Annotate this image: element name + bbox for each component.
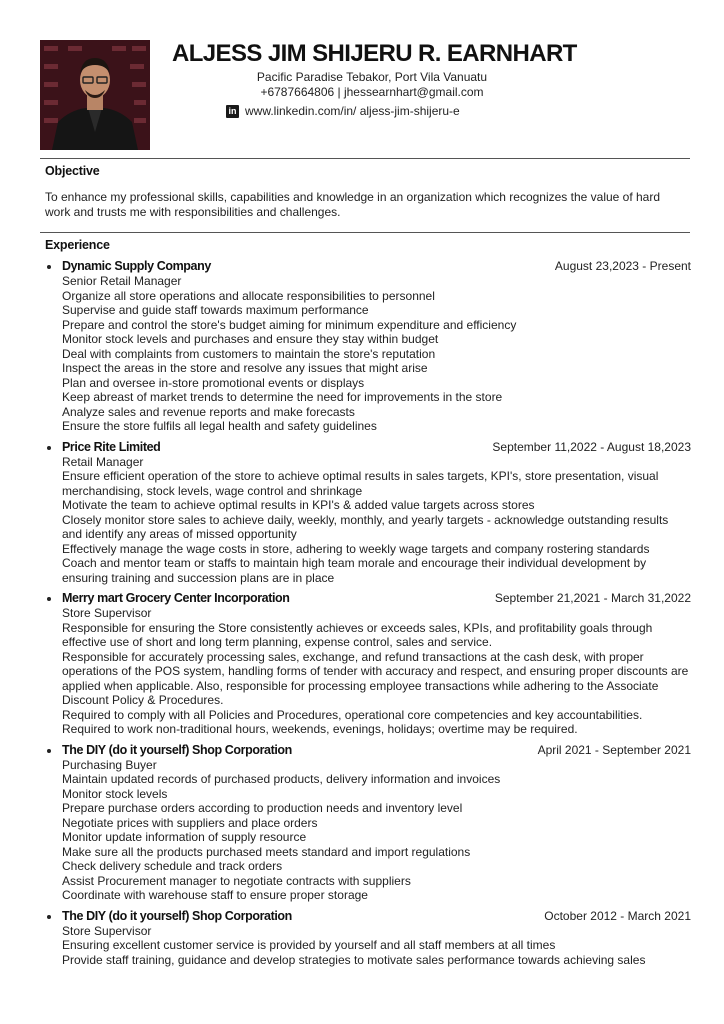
duty-item: Make sure all the products purchased meets standard and import regulations	[62, 844, 471, 859]
bullet-icon	[47, 749, 51, 753]
address: Pacific Paradise Tebakor, Port Vila Vanuatu	[256, 70, 488, 84]
job-dates: September 11,2022 - August 18,2023	[492, 439, 691, 454]
job-role: Store Supervisor	[62, 606, 152, 620]
company-name: Merry mart Grocery Center Incorporation	[62, 591, 290, 605]
duty-item: Required to work non-traditional hours, weekends, evenings, holidays; overtime may be required.	[62, 722, 578, 736]
duty-item: Ensure the store fulfils all legal health and safety guidelines	[62, 419, 377, 433]
linkedin-icon: in	[226, 105, 239, 118]
bullet-icon	[47, 265, 51, 269]
experience-heading: Experience	[45, 238, 110, 252]
duty-item: Monitor stock levels and purchases and ensure they stay within budget	[62, 332, 439, 346]
duty-list	[62, 938, 691, 967]
duty-item: Provide staff training, guidance and develop strategies to motivate sales performance towards achieving sales	[62, 952, 646, 967]
duty-list	[62, 621, 691, 737]
duty-list	[62, 772, 691, 903]
duty-item: Deal with complaints from customers to maintain the store's reputation	[62, 346, 436, 361]
duty-item: Motivate the team to achieve optimal results in KPI's & added value targets across stores	[62, 498, 535, 512]
company-name: The DIY (do it yourself) Shop Corporation	[62, 742, 292, 757]
linkedin-url[interactable]: www.linkedin.com/in/ aljess-jim-shijeru-e	[245, 104, 460, 118]
duty-item: Assist Procurement manager to negotiate contracts with suppliers	[62, 873, 411, 888]
section-divider	[40, 158, 690, 159]
duty-item: Prepare purchase orders according to production needs and inventory level	[62, 801, 463, 815]
company-name: Dynamic Supply Company	[62, 259, 211, 273]
bullet-icon	[47, 915, 51, 919]
duty-item: Check delivery schedule and track orders	[62, 859, 283, 873]
job-dates: August 23,2023 - Present	[554, 259, 691, 273]
duty-item: Keep abreast of market trends to determine the need for improvements in the store	[62, 390, 503, 404]
job-entry	[45, 909, 691, 968]
job-dates: October 2012 - March 2021	[544, 908, 691, 923]
duty-item: Monitor stock levels	[62, 786, 168, 801]
candidate-name: ALJESS JIM SHIJERU R. EARNHART	[172, 40, 577, 67]
duty-item: Plan and oversee in-store promotional events or displays	[62, 375, 365, 390]
duty-item: Effectively manage the wage costs in store, adhering to weekly wage targets and company rostering standards	[62, 541, 650, 556]
job-entry	[45, 440, 691, 586]
duty-item: Responsible for accurately processing sales, exchange, and refund transactions at the cash desk, with proper operations of the POS system, handling forms of tender with accuracy and respect, and ensuring proper discounts are applied when applicable. Also, responsible for processing employee transactions while adhering to the Associate Discount Policy & Procedures.	[62, 649, 689, 707]
duty-list	[62, 289, 691, 434]
bullet-icon	[47, 446, 51, 450]
experience-list	[45, 259, 691, 973]
duty-item: Ensuring excellent customer service is provided by yourself and all staff members at all times	[62, 938, 556, 952]
duty-item: Responsible for ensuring the Store consistently achieves or exceeds sales, KPIs, and profitability goals through effective use of short and long term planning, expense control, sales and service.	[62, 620, 653, 649]
job-dates: September 21,2021 - March 31,2022	[494, 591, 691, 605]
profile-photo	[40, 40, 150, 150]
duty-item: Maintain updated records of purchased products, delivery information and invoices	[62, 772, 501, 786]
phone-email: +6787664806 | jhessearnhart@gmail.com	[260, 85, 484, 99]
duty-item: Supervise and guide staff towards maximum performance	[62, 303, 369, 317]
job-entry	[45, 743, 691, 903]
company-name: The DIY (do it yourself) Shop Corporation	[62, 908, 292, 923]
duty-item: Monitor update information of supply resource	[62, 830, 307, 844]
job-role: Store Supervisor	[62, 923, 152, 938]
duty-item: Coordinate with warehouse staff to ensure proper storage	[62, 888, 368, 902]
duty-list	[62, 469, 691, 585]
duty-item: Analyze sales and revenue reports and make forecasts	[62, 404, 355, 419]
bullet-icon	[47, 597, 51, 601]
job-role: Retail Manager	[62, 454, 144, 469]
duty-item: Coach and mentor team or staffs to maintain high team morale and encourage their individual development by ensuring training and succession plans are in place	[62, 556, 647, 585]
company-name: Price Rite Limited	[62, 439, 161, 454]
duty-item: Negotiate prices with suppliers and place orders	[62, 815, 318, 830]
job-entry	[45, 259, 691, 434]
section-divider	[40, 232, 690, 233]
objective-text: To enhance my professional skills, capabilities and knowledge in an organization which recognizes the value of hard work and trusts me with responsibilities and challenges.	[45, 190, 661, 219]
job-entry	[45, 591, 691, 737]
objective-heading: Objective	[45, 164, 100, 178]
duty-item: Prepare and control the store's budget aiming for minimum expenditure and efficiency	[62, 317, 517, 332]
duty-item: Organize all store operations and allocate responsibilities to personnel	[62, 288, 435, 303]
duty-item: Inspect the areas in the store and resolve any issues that might arise	[62, 361, 428, 375]
duty-item: Ensure efficient operation of the store to achieve optimal results in sales targets, KPI's, store presentation, visual merchandising, stock levels, wage control and shrinkage	[62, 469, 659, 498]
duty-item: Closely monitor store sales to achieve daily, weekly, monthly, and yearly targets - acknowledge outstanding results and identify any areas of missed opportunity	[62, 512, 669, 541]
job-role: Senior Retail Manager	[62, 274, 182, 288]
profile-photo-image	[40, 40, 150, 150]
linkedin-row[interactable]	[226, 104, 460, 118]
job-role: Purchasing Buyer	[62, 757, 157, 772]
job-dates: April 2021 - September 2021	[537, 742, 691, 757]
duty-item: Required to comply with all Policies and Procedures, operational core competencies and key accountabilities.	[62, 707, 643, 722]
